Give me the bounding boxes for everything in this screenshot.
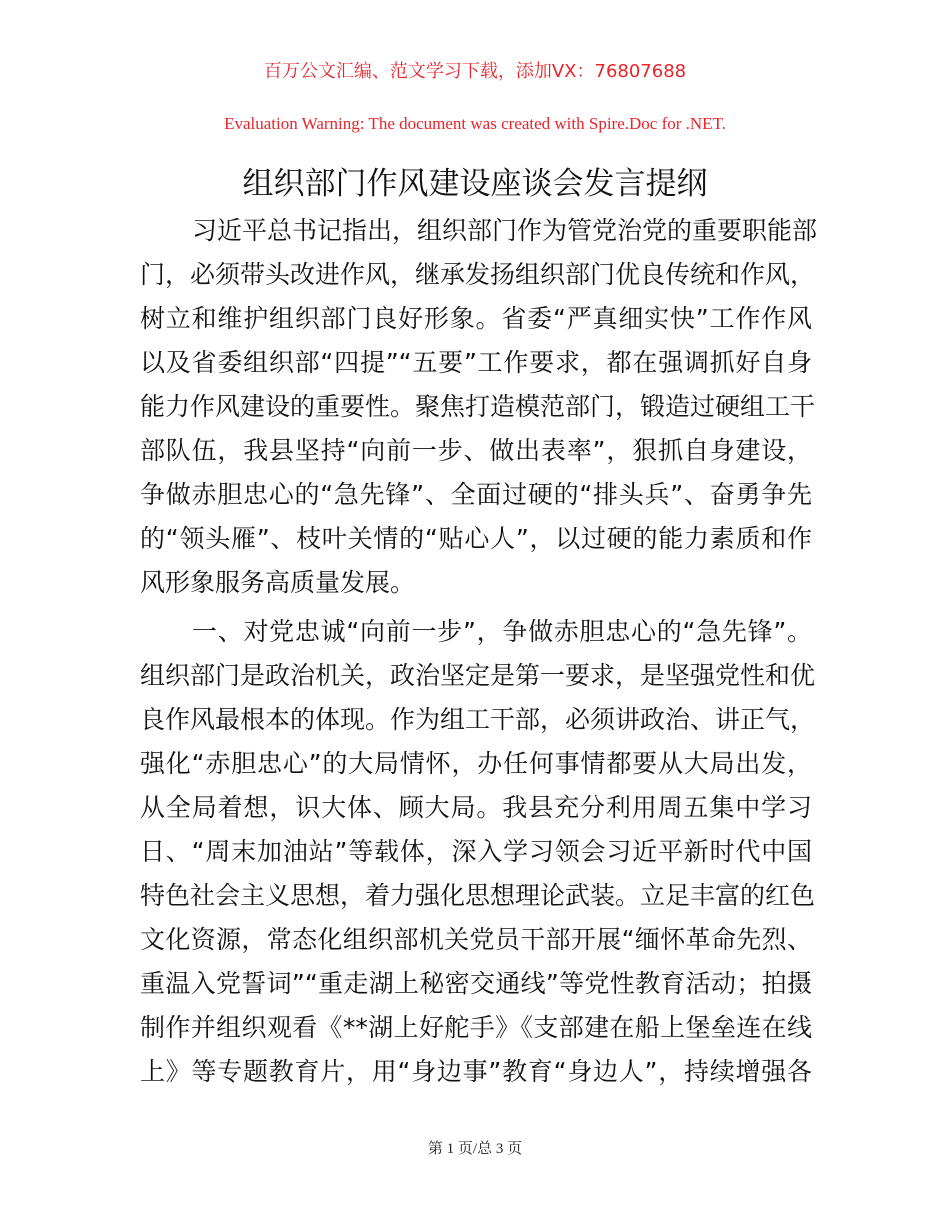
text-line: 重温入党誓词”“重走湖上秘密交通线”等党性教育活动；拍摄 [140,969,812,998]
download-banner: 百万公文汇编、范文学习下载，添加VX：76807688 [263,61,687,82]
text-line: 风形象服务高质量发展。 [140,568,416,597]
text-line: 文化资源，常态化组织部机关党员干部开展“缅怀革命先烈、 [140,925,812,954]
page-footer: 第 1 页/总 3 页 [427,1141,523,1157]
text-line: 门，必须带头改进作风，继承发扬组织部门优良传统和作风， [140,260,816,289]
text-line: 争做赤胆忠心的“急先锋”、全面过硬的“排头兵”、奋勇争先 [140,480,812,509]
text-line: 日、“周末加油站”等载体，深入学习领会习近平新时代中国 [140,837,812,866]
text-line: 的“领头雁”、枝叶关情的“贴心人”，以过硬的能力素质和作 [140,524,812,553]
text-line: 特色社会主义思想，着力强化思想理论武装。立足丰富的红色 [140,881,816,910]
text-line: 组织部门是政治机关，政治坚定是第一要求，是坚强党性和优 [140,661,816,690]
text-line: 树立和维护组织部门良好形象。省委“严真细实快”工作作风 [140,304,812,333]
text-line: 上》等专题教育片，用“身边事”教育“身边人”，持续增强各 [140,1057,812,1086]
paragraph-intro [140,209,818,605]
paragraph-section-one [140,610,816,1094]
text-line: 良作风最根本的体现。作为组工干部，必须讲政治、讲正气， [140,705,816,734]
text-line: 习近平总书记指出，组织部门作为管党治党的重要职能部 [192,216,818,245]
text-line: 以及省委组织部“四提”“五要”工作要求，都在强调抓好自身 [140,348,812,377]
text-line: 部队伍，我县坚持“向前一步、做出表率”，狠抓自身建设， [140,436,812,465]
evaluation-warning: Evaluation Warning: The document was created with Spire.Doc for .NET. [224,114,726,133]
text-line: 从全局着想，识大体、顾大局。我县充分利用周五集中学习 [140,793,812,822]
text-line: 强化“赤胆忠心”的大局情怀，办任何事情都要从大局出发， [140,749,812,778]
document-title: 组织部门作风建设座谈会发言提纲 [242,166,708,202]
text-line: 一、对党忠诚“向前一步”，争做赤胆忠心的“急先锋”。 [192,617,812,646]
text-line: 能力作风建设的重要性。聚焦打造模范部门，锻造过硬组工干 [140,392,816,421]
text-line: 制作并组织观看《**湖上好舵手》《支部建在船上堡垒连在线 [140,1013,812,1042]
